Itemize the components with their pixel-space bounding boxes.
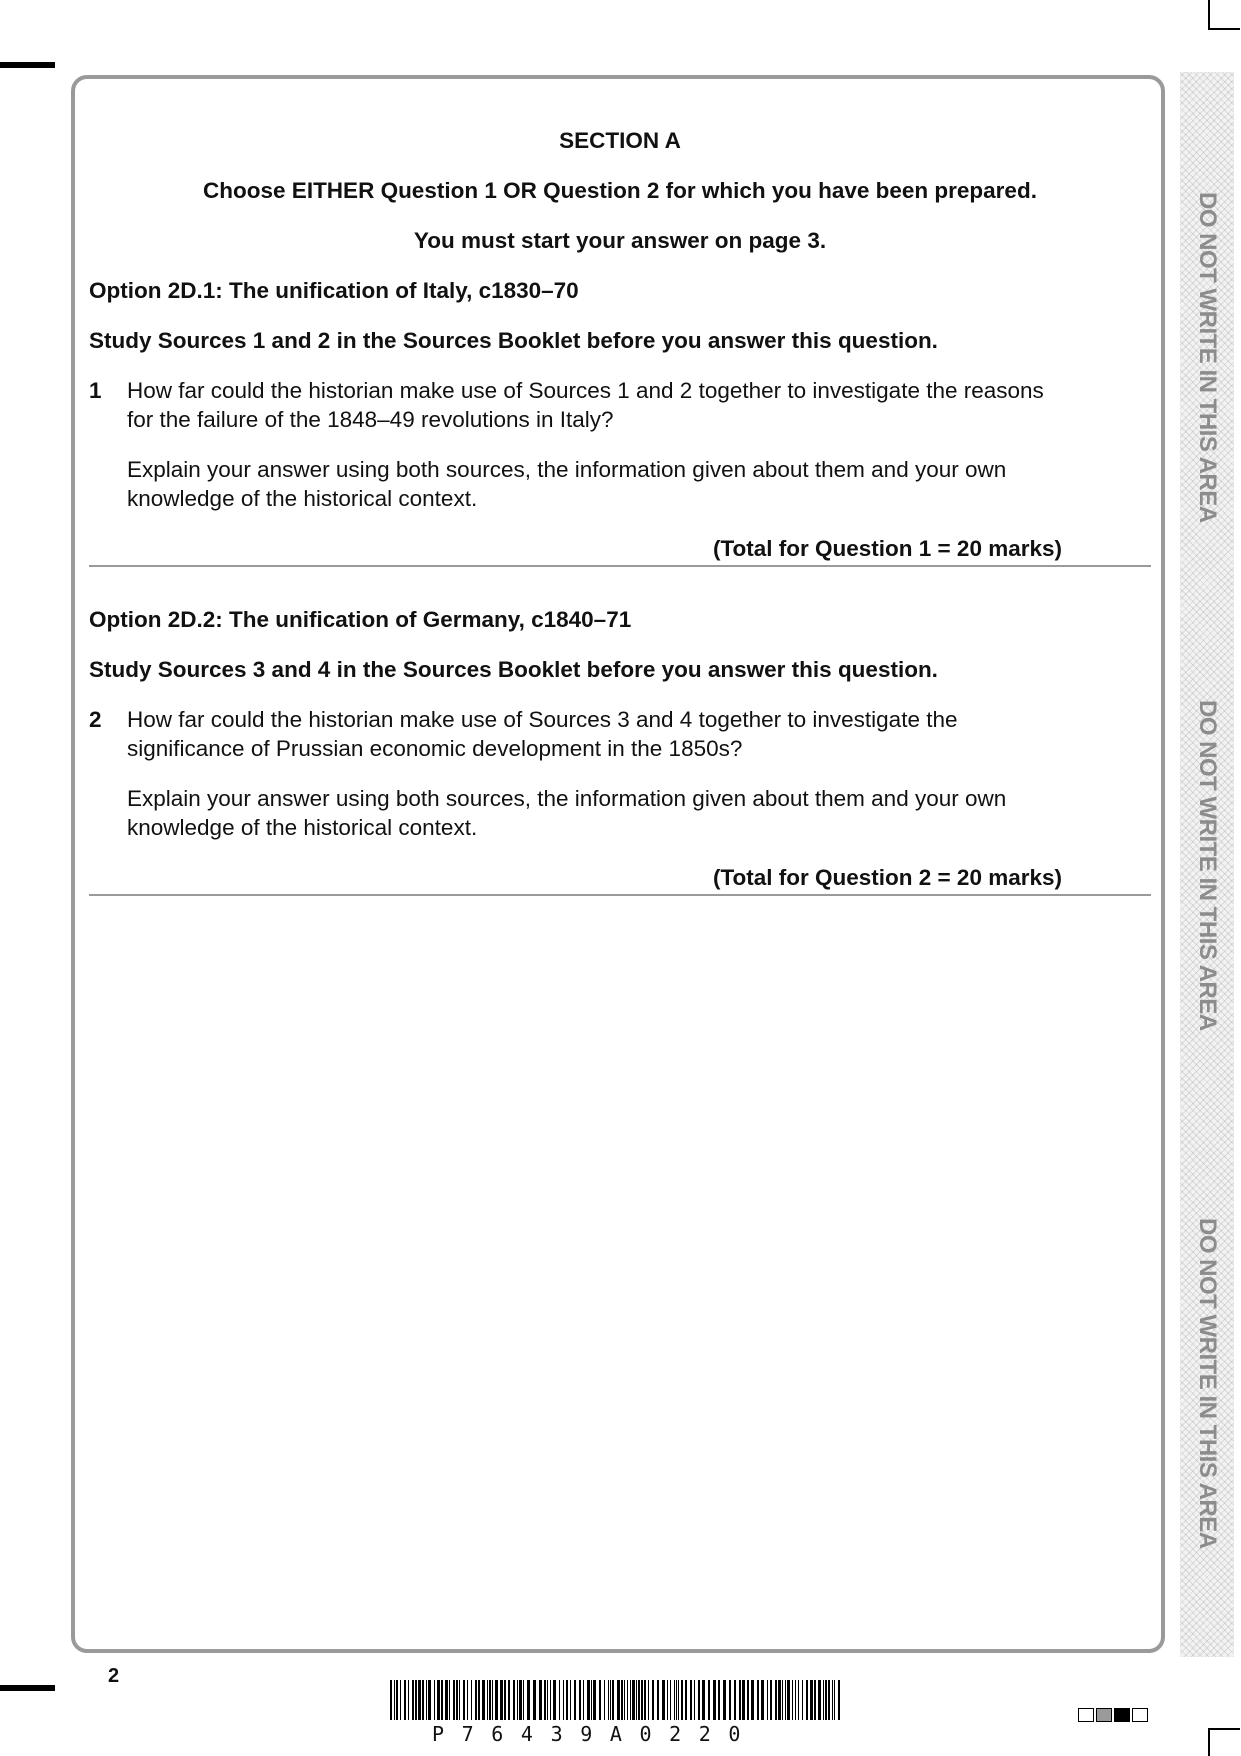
crop-mark-top-right [1208,0,1240,30]
question-1-number: 1 [89,378,102,403]
barcode-icon [390,1680,845,1720]
registration-box-3 [1114,1708,1130,1722]
registration-box-2 [1096,1708,1112,1722]
question-2-text: How far could the historian make use of Sources 3 and 4 together to investigate the significance of Prussian economic development in the 1850s? [127,707,958,761]
question-2-number: 2 [89,707,102,732]
registration-box-1 [1078,1708,1094,1722]
section-heading: SECTION A [559,128,681,153]
crop-mark-bottom-right [1208,1728,1240,1756]
registration-mark-bottom-left [0,1685,55,1691]
page-number: 2 [108,1665,120,1687]
instruction-choose: Choose EITHER Question 1 OR Question 2 for which you have been prepared. [203,178,1037,203]
question-2 [89,705,1151,763]
section-a-content [89,114,1151,896]
divider-1 [89,565,1151,567]
option-2-study: Study Sources 3 and 4 in the Sources Booklet before you answer this question. [89,657,938,682]
option-1-study: Study Sources 1 and 2 in the Sources Booklet before you answer this question. [89,328,938,353]
question-2-total: (Total for Question 2 = 20 marks) [712,865,1062,890]
option-2-title: Option 2D.2: The unification of Germany, c1840–71 [89,607,632,632]
option-1-title: Option 2D.1: The unification of Italy, c1830–70 [89,278,579,303]
registration-box-4 [1132,1708,1148,1722]
divider-2 [89,894,1151,896]
margin-warning-1: DO NOT WRITE IN THIS AREA [1194,192,1221,523]
barcode-text: P76439A0220 [432,1722,759,1746]
instruction-start: You must start your answer on page 3. [413,228,827,253]
print-registration-boxes [1078,1708,1148,1722]
question-1-total: (Total for Question 1 = 20 marks) [712,536,1062,561]
margin-warning-3: DO NOT WRITE IN THIS AREA [1194,1218,1221,1549]
registration-mark-top-left [0,62,55,68]
question-1 [89,376,1151,434]
margin-warning-2: DO NOT WRITE IN THIS AREA [1194,700,1221,1031]
question-1-explain: Explain your answer using both sources, the information given about them and your own knowledge of the historical context. [127,457,1007,511]
question-1-text: How far could the historian make use of Sources 1 and 2 together to investigate the reasons for the failure of the 1848–49 revolutions in Italy? [127,378,1044,432]
question-2-explain: Explain your answer using both sources, the information given about them and your own knowledge of the historical context. [127,786,1007,840]
